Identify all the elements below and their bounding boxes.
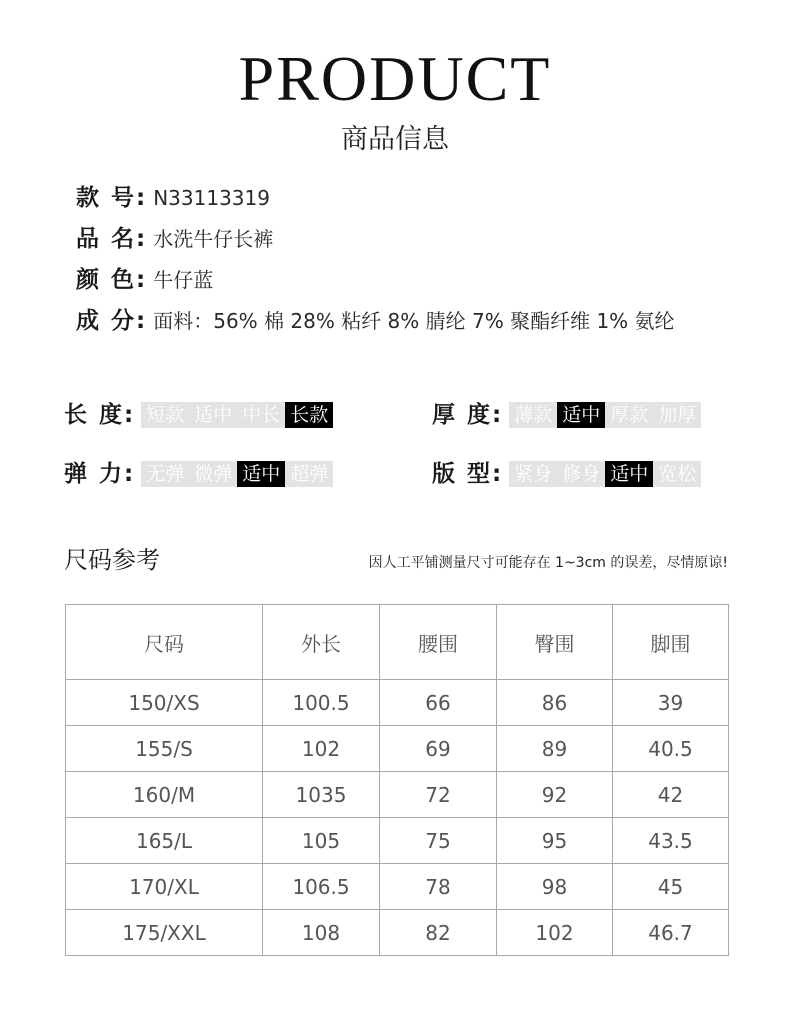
table-cell: 102 <box>497 910 613 956</box>
scale-option-selected: 适中 <box>605 461 653 487</box>
scale-option: 适中 <box>194 404 233 426</box>
table-cell: 106.5 <box>263 864 380 910</box>
scale-option-selected: 适中 <box>237 461 285 487</box>
info-label: 颜 色: <box>76 267 148 293</box>
table-cell: 66 <box>380 680 497 726</box>
table-cell: 100.5 <box>263 680 380 726</box>
column-header: 外长 <box>263 605 380 680</box>
table-row <box>66 772 729 818</box>
scale-thickness <box>432 400 701 430</box>
scale-options <box>141 461 333 487</box>
page-subtitle: 商品信息 <box>341 124 449 155</box>
info-row-composition <box>76 303 675 339</box>
size-table <box>65 604 729 956</box>
info-value: 面料：56% 棉 28% 粘纤 8% 腈纶 7% 聚酯纤维 1% 氨纶 <box>153 309 675 333</box>
scale-length <box>64 400 333 430</box>
scale-options <box>509 402 701 428</box>
info-row-color <box>76 262 213 298</box>
table-row <box>66 910 729 956</box>
table-cell: 160/M <box>66 772 263 818</box>
scale-option: 紧身 <box>514 463 553 485</box>
table-cell: 95 <box>497 818 613 864</box>
scale-option: 中长 <box>242 404 281 426</box>
table-row <box>66 864 729 910</box>
scale-label: 弹 力: <box>64 461 136 487</box>
column-header: 腰围 <box>380 605 497 680</box>
table-cell: 92 <box>497 772 613 818</box>
size-chart-note: 因人工平铺测量尺寸可能存在 1~3cm 的误差，尽情原谅! <box>368 555 728 571</box>
table-cell: 75 <box>380 818 497 864</box>
table-cell: 69 <box>380 726 497 772</box>
info-value: 水洗牛仔长裤 <box>153 227 274 251</box>
table-cell: 43.5 <box>613 818 729 864</box>
scale-options <box>141 402 333 428</box>
table-cell: 175/XXL <box>66 910 263 956</box>
table-cell: 89 <box>497 726 613 772</box>
scale-option: 宽松 <box>658 463 697 485</box>
scale-label: 版 型: <box>432 461 504 487</box>
page-title: PRODUCT <box>238 43 552 114</box>
table-cell: 72 <box>380 772 497 818</box>
table-cell: 1035 <box>263 772 380 818</box>
info-row-product-name <box>76 221 273 257</box>
scale-elasticity <box>64 459 333 489</box>
scale-option: 短款 <box>146 404 185 426</box>
scale-option: 微弹 <box>194 463 233 485</box>
table-cell: 155/S <box>66 726 263 772</box>
info-label: 款 号: <box>76 185 148 211</box>
info-row-style-number <box>76 180 270 216</box>
table-cell: 165/L <box>66 818 263 864</box>
table-cell: 78 <box>380 864 497 910</box>
scale-option: 加厚 <box>658 404 697 426</box>
scale-options <box>509 461 701 487</box>
info-label: 成 分: <box>76 308 148 334</box>
table-cell: 86 <box>497 680 613 726</box>
table-cell: 42 <box>613 772 729 818</box>
table-cell: 105 <box>263 818 380 864</box>
column-header: 脚围 <box>613 605 729 680</box>
scale-option-selected: 长款 <box>285 402 333 428</box>
table-row <box>66 726 729 772</box>
info-value: 牛仔蓝 <box>153 268 214 292</box>
scale-fit <box>432 459 701 489</box>
info-label: 品 名: <box>76 226 148 252</box>
table-cell: 46.7 <box>613 910 729 956</box>
scale-label: 厚 度: <box>432 402 504 428</box>
table-row <box>66 818 729 864</box>
table-cell: 170/XL <box>66 864 263 910</box>
scale-option: 修身 <box>562 463 601 485</box>
table-row <box>66 680 729 726</box>
scale-label: 长 度: <box>64 402 136 428</box>
scale-option-selected: 适中 <box>557 402 605 428</box>
scale-option: 薄款 <box>514 404 553 426</box>
table-header-row <box>66 605 729 680</box>
column-header: 尺码 <box>66 605 263 680</box>
table-cell: 108 <box>263 910 380 956</box>
scale-option: 无弹 <box>146 463 185 485</box>
table-cell: 82 <box>380 910 497 956</box>
info-value: N33113319 <box>153 186 270 210</box>
column-header: 臀围 <box>497 605 613 680</box>
table-cell: 40.5 <box>613 726 729 772</box>
scale-option: 超弹 <box>290 463 329 485</box>
table-cell: 45 <box>613 864 729 910</box>
table-cell: 102 <box>263 726 380 772</box>
table-cell: 98 <box>497 864 613 910</box>
scale-option: 厚款 <box>610 404 649 426</box>
table-cell: 39 <box>613 680 729 726</box>
table-cell: 150/XS <box>66 680 263 726</box>
size-chart-heading: 尺码参考 <box>64 546 160 574</box>
